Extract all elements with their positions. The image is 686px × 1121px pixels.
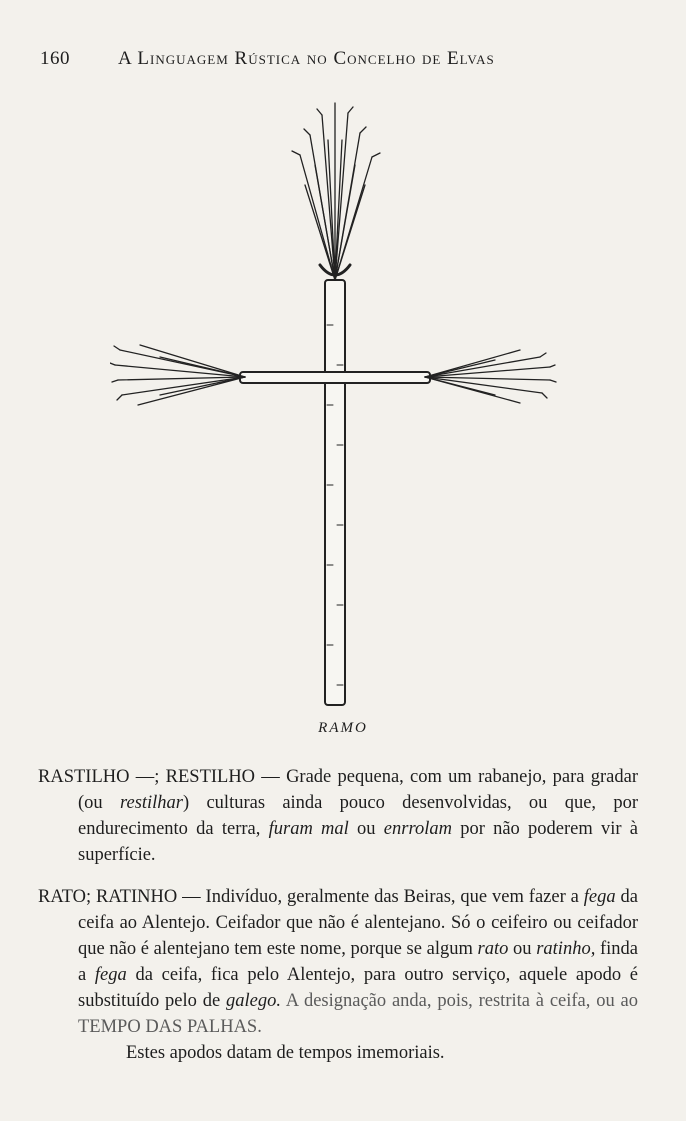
page-number: 160 — [40, 48, 70, 69]
entry-term: RATO; RATINHO — — [38, 887, 201, 907]
entry-term: RASTILHO —; RESTILHO — — [38, 767, 280, 787]
entry-text: RASTILHO —; RESTILHO — Grade pequena, com um rabanejo, para gradar (ou restilhar) culturas ainda pouco desenvolvidas, ou que, por endurecimento da terra, furam mal ou enrrolam por não poderem vir à superfície. — [38, 767, 639, 865]
figure-caption: RAMO — [318, 720, 368, 736]
right-brush — [425, 350, 556, 403]
dictionary-entry-rastilho — [38, 764, 638, 868]
dictionary-entry-rato — [38, 884, 638, 1066]
cross-shaped-branch-icon — [110, 95, 570, 715]
horizontal-stick — [240, 372, 430, 383]
entry-text: RATO; RATINHO — Indivíduo, geralmente das Beiras, que vem fazer a fega da ceifa ao Alentejo. Ceifador que não é alentejano. Só o ceifeiro ou ceifador que não é alentejano tem este nome, porque se algum rato ou ratinho, finda a fega da ceifa, fica pelo Alentejo, para outro serviço, aquele apodo é substituído pelo de galego. A designação anda, pois, restrita à ceifa, ou ao TEMPO DAS PALHAS. — [38, 887, 639, 1037]
running-title: A Linguagem Rústica no Concelho de Elvas — [118, 48, 495, 69]
entry-closing-line: Estes apodos datam de tempos imemoriais. — [126, 1043, 445, 1063]
vertical-stick — [325, 280, 345, 705]
top-brush — [292, 103, 380, 280]
ramo-illustration — [110, 95, 570, 715]
left-brush — [110, 345, 245, 405]
